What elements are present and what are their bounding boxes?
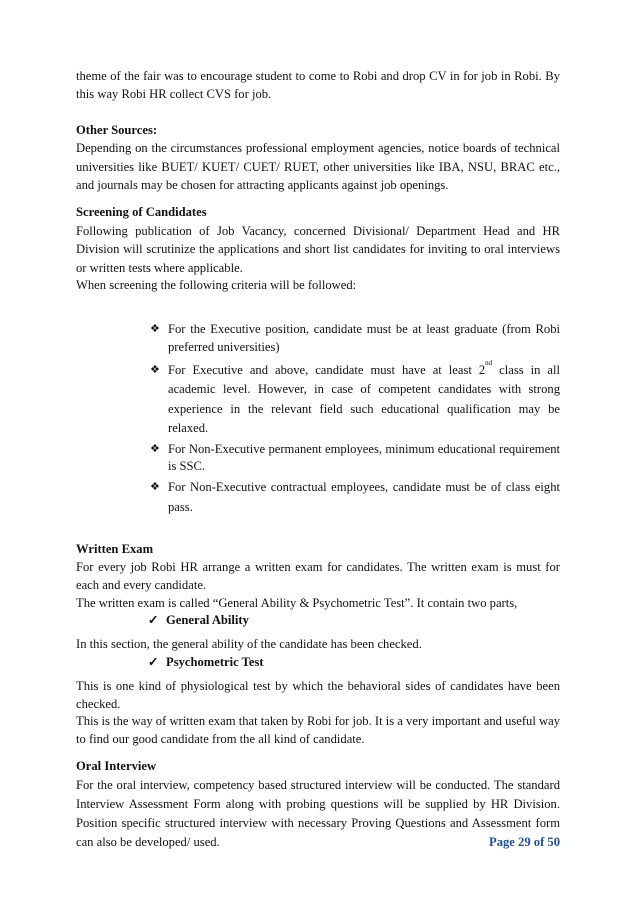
criteria-text: For Executive and above, candidate must have at least 2 — [168, 362, 486, 377]
written-exam-part-general-ability — [76, 612, 560, 630]
general-ability-paragraph: In this section, the general ability of the candidate has been checked. — [76, 637, 422, 652]
criteria-text-continued: class in all academic level. However, in case of competent candidates with strong experience in the relevant field such educational qualification may be relaxed. — [168, 362, 560, 436]
criteria-item — [148, 478, 560, 517]
diamond-bullet-icon: ❖ — [150, 322, 160, 335]
diamond-bullet-icon: ❖ — [150, 363, 160, 376]
checkmark-icon: ✓ — [148, 654, 159, 669]
oral-interview-heading: Oral Interview — [76, 758, 157, 773]
oral-interview-paragraph: For the oral interview, competency based structured interview will be conducted. The standard Interview Assessment Form along with probing questions will be supplied by HR Division. Position specific structured interview with necessary Proving Questions and Assessment form can also be developed/ used. — [76, 777, 560, 849]
written-exam-parts-intro: The written exam is called “General Ability & Psychometric Test”. It contain two parts, — [76, 595, 518, 610]
screening-criteria-intro: When screening the following criteria will be followed: — [76, 278, 357, 293]
criteria-text: For Non-Executive contractual employees, candidate must be of class eight pass. — [168, 480, 560, 514]
written-exam-part-psychometric — [76, 654, 560, 672]
other-sources-paragraph: Depending on the circumstances professional employment agencies, notice boards of technical universities like BUET/ KUET/ CUET/ RUET, other universities like IBA, NSU, BRAC etc., and journals may be chosen for attracting applicants against job openings. — [76, 141, 560, 193]
checkmark-icon: ✓ — [148, 613, 159, 628]
criteria-text: For the Executive position, candidate must be at least graduate (from Robi preferred universities) — [168, 321, 560, 354]
written-exam-paragraph: For every job Robi HR arrange a written exam for candidates. The written exam is must for each and every candidate. — [76, 559, 560, 592]
criteria-text: For Non-Executive permanent employees, minimum educational requirement is SSC. — [168, 441, 560, 474]
ordinal-suffix: nd — [485, 358, 493, 367]
written-exam-heading: Written Exam — [76, 542, 154, 557]
page-number: Page 29 of 50 — [489, 835, 560, 849]
document-page — [76, 68, 560, 852]
psychometric-paragraph-2: This is the way of written exam that taken by Robi for job. It is a very important and useful way to find our good candidate from the all kind of candidate. — [76, 714, 560, 747]
part-label: Psychometric Test — [166, 654, 264, 669]
screening-heading: Screening of Candidates — [76, 204, 207, 219]
diamond-bullet-icon: ❖ — [150, 481, 160, 494]
other-sources-heading: Other Sources: — [76, 122, 158, 137]
screening-paragraph: Following publication of Job Vacancy, concerned Divisional/ Department Head and HR Division will scrutinize the applications and short list candidates for inviting to oral interviews or written tests where applicable. — [76, 223, 560, 275]
psychometric-paragraph-1: This is one kind of physiological test by which the behavioral sides of candidates have been checked. — [76, 678, 560, 711]
intro-paragraph: theme of the fair was to encourage student to come to Robi and drop CV in for job in Robi. By this way Robi HR collect CVS for job. — [76, 69, 560, 101]
screening-criteria-list — [76, 321, 560, 517]
criteria-item — [148, 441, 560, 477]
part-label: General Ability — [166, 613, 249, 628]
diamond-bullet-icon: ❖ — [150, 442, 160, 455]
criteria-item — [148, 358, 560, 439]
criteria-item — [148, 321, 560, 357]
